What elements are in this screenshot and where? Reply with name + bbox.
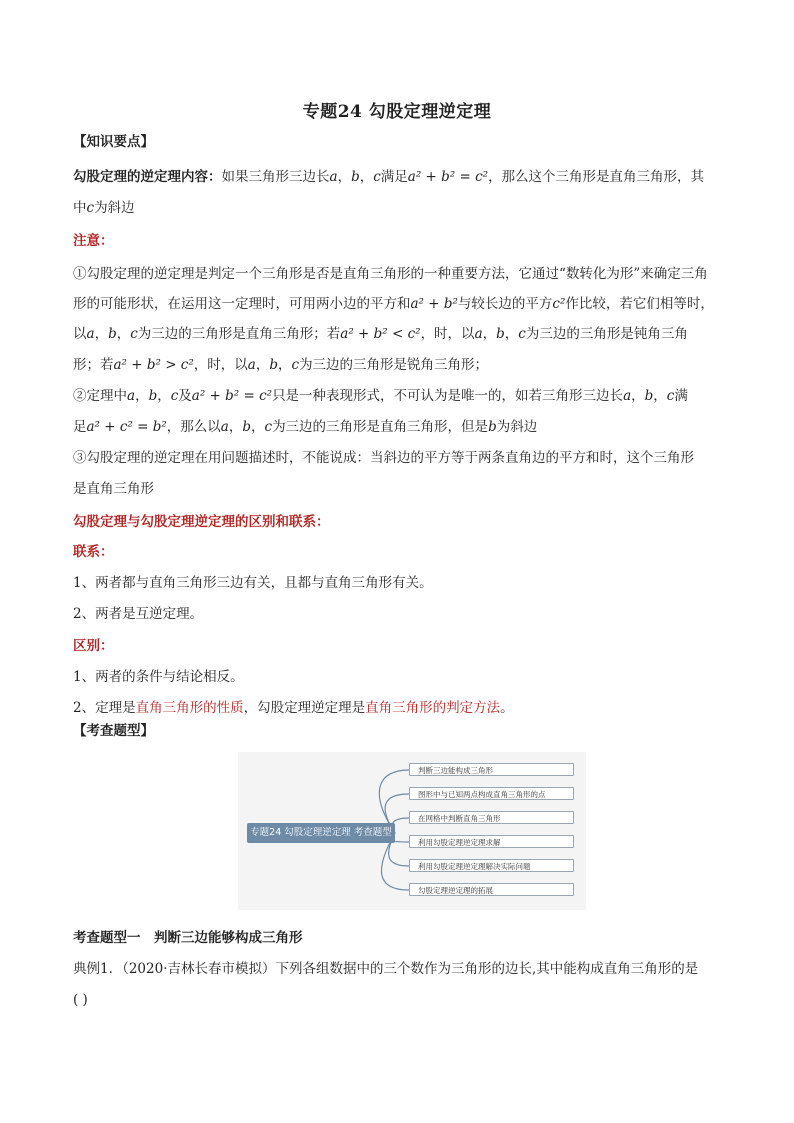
var-c: c	[86, 200, 95, 216]
text: ，	[228, 419, 243, 435]
definition-line-1	[73, 168, 733, 186]
equation: a² + b² = c²	[191, 388, 273, 404]
link-item-2: 2、两者是互逆定理。	[73, 606, 204, 622]
var-c: c	[518, 326, 526, 342]
var-a: a	[220, 419, 229, 435]
highlight-text: 直角三角形的判定方法	[365, 700, 501, 716]
mindmap-leaf: 利用勾股定理逆定理求解	[409, 835, 574, 848]
types-heading: 【考查题型】	[73, 723, 154, 739]
note2-line-1	[73, 387, 733, 405]
text: ，	[157, 388, 171, 404]
var-b: b	[148, 388, 158, 404]
equation: a² + c² = b²	[86, 419, 167, 435]
text: ，	[653, 388, 667, 404]
var-c: c	[264, 419, 273, 435]
note1-line-1: ①勾股定理的逆定理是判定一个三角形是否是直角三角形的一种重要方法，它通过“数转化为形”来确定三角	[73, 266, 708, 282]
note1-line-2	[73, 295, 733, 313]
text: ，	[278, 357, 292, 373]
var-b: b	[269, 357, 278, 373]
text: ②定理中	[73, 388, 127, 404]
difference-heading: 勾股定理与勾股定理逆定理的区别和联系：	[73, 514, 330, 530]
text: 为三边的三角形是锐角三角形；	[299, 357, 489, 373]
text: 为三边的三角形是直角三角形，但是	[272, 419, 489, 435]
var-b: b	[108, 326, 117, 342]
highlight-text: 直角三角形的性质	[135, 700, 244, 716]
mindmap-leaf: 勾股定理逆定理的拓展	[409, 883, 574, 896]
text: ，	[94, 326, 109, 342]
link-heading: 联系：	[73, 544, 114, 560]
definition-label: 勾股定理的逆定理内容：	[73, 169, 222, 185]
var-c: c	[130, 326, 138, 342]
var-b: b	[351, 169, 360, 185]
text: ，	[504, 326, 519, 342]
equation: a² + b² < c²	[340, 326, 421, 342]
text: 为三边的三角形是直角三角形；若	[137, 326, 341, 342]
text: ，	[251, 419, 265, 435]
note1-line-4	[73, 356, 733, 374]
text: ，	[631, 388, 645, 404]
text: 2、定理是	[73, 700, 136, 716]
var-b: b	[488, 419, 497, 435]
var-a: a	[247, 357, 256, 373]
text: 。	[500, 700, 514, 716]
var-b: b	[644, 388, 654, 404]
page-title: 专题24 勾股定理逆定理	[302, 102, 492, 122]
var-a: a	[127, 388, 136, 404]
equation: c²	[552, 296, 566, 312]
text: ，	[255, 357, 270, 373]
difference-item-2	[73, 699, 733, 717]
var-c: c	[666, 388, 675, 404]
equation: a² + b² > c²	[113, 357, 194, 373]
var-a: a	[329, 169, 338, 185]
definition-line-2	[73, 199, 733, 217]
text: 只是一种表现形式，不可认为是唯一的，如若三角形三边长	[272, 388, 624, 404]
text: 足	[73, 419, 87, 435]
var-c: c	[170, 388, 179, 404]
text: 形的可能形状，在运用这一定理时，可用两小边的平方和	[73, 296, 411, 312]
var-a: a	[86, 326, 95, 342]
text: ，	[116, 326, 131, 342]
knowledge-heading: 【知识要点】	[73, 134, 154, 150]
mindmap-image	[238, 752, 586, 910]
text: ，那么以	[166, 419, 221, 435]
mindmap-root: 专题24 勾股定理逆定理 考查题型	[247, 823, 395, 843]
text: ，	[482, 326, 497, 342]
note1-line-3	[73, 325, 733, 343]
text: ，时，以	[420, 326, 475, 342]
text: 满足	[380, 169, 408, 185]
text: 如果三角形三边长	[221, 169, 330, 185]
note3-line-1: ③勾股定理的逆定理在用问题描述时，不能说成：当斜边的平方等于两条直角边的平方和时，这个三角形	[73, 450, 694, 466]
text: ，	[135, 388, 149, 404]
text: 为斜边	[496, 419, 538, 435]
note2-line-2	[73, 418, 733, 436]
equation: a² + b²	[410, 296, 458, 312]
text: 与较长边的平方	[457, 296, 553, 312]
var-c: c	[373, 169, 381, 185]
var-a: a	[474, 326, 483, 342]
text: ，勾股定理逆定理是	[243, 700, 366, 716]
text: 中	[73, 200, 87, 216]
example1-line-2: ( )	[73, 992, 88, 1008]
text: ，那么这个三角形是直角三角形，其	[488, 169, 705, 185]
difference-label: 区别：	[73, 638, 114, 654]
text: 形；若	[73, 357, 114, 373]
text: 为斜边	[94, 200, 135, 216]
mindmap-leaf: 判断三边能构成三角形	[409, 763, 574, 776]
example1-line-1: 典例1．（2020·吉林长春市模拟）下列各组数据中的三个数作为三角形的边长,其中能构成直角三角形的是	[73, 961, 699, 977]
text: ，时，以	[193, 357, 248, 373]
text: 为三边的三角形是钝角三角	[525, 326, 688, 342]
text: ，	[337, 169, 352, 185]
var-a: a	[623, 388, 632, 404]
mindmap-leaf: 图形中与已知两点构成直角三角形的点	[409, 787, 574, 800]
note-heading: 注意：	[73, 233, 114, 249]
text: 作比较，若它们相等时，	[565, 296, 714, 312]
mindmap-leaf: 利用勾股定理逆定理解决实际问题	[409, 859, 574, 872]
var-c: c	[291, 357, 300, 373]
var-b: b	[242, 419, 251, 435]
type1-heading: 考查题型一 判断三边能够构成三角形	[73, 930, 303, 946]
text: 满	[674, 388, 688, 404]
link-item-1: 1、两者都与直角三角形三边有关，且都与直角三角形有关。	[73, 575, 433, 591]
note3-line-2: 是直角三角形	[73, 481, 154, 497]
var-b: b	[496, 326, 505, 342]
text: ，	[359, 169, 374, 185]
equation: a² + b² = c²	[407, 169, 489, 185]
mindmap-leaf: 在网格中判断直角三角形	[409, 811, 574, 824]
difference-item-1: 1、两者的条件与结论相反。	[73, 669, 244, 685]
text: 以	[73, 326, 87, 342]
text: 及	[178, 388, 192, 404]
